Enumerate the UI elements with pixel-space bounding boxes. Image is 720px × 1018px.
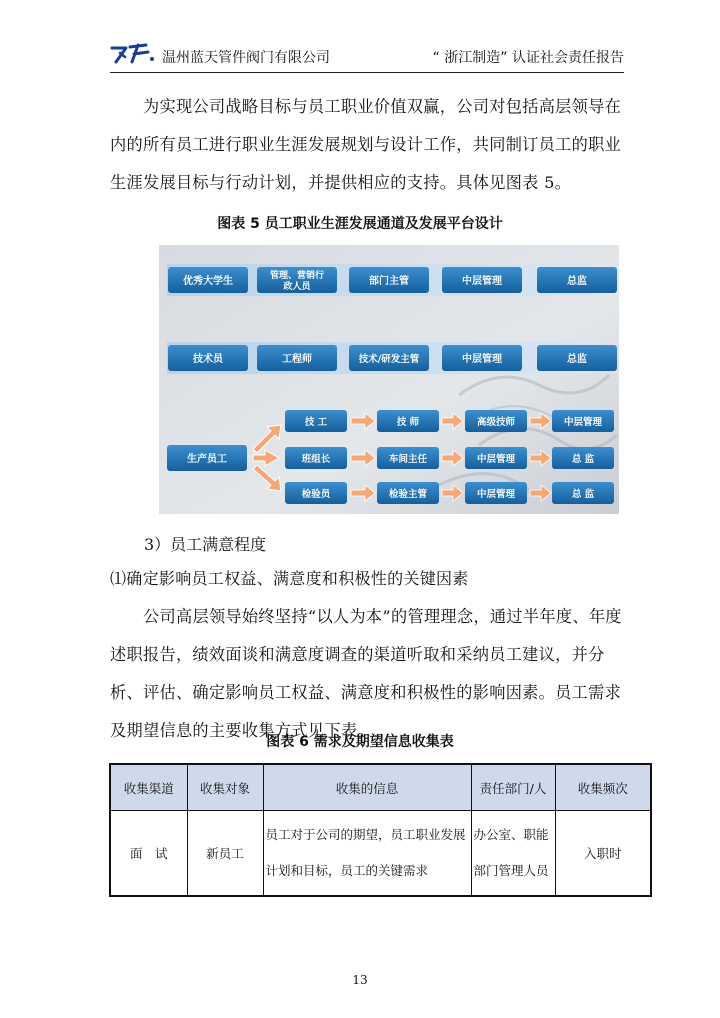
cell-frequency: 入职时 bbox=[555, 811, 651, 897]
figure5-caption: 图表 5 员工职业生涯发展通道及发展平台设计 bbox=[217, 216, 503, 232]
branch-b-label-4: 总 监 bbox=[571, 454, 595, 465]
row2-label-middle-mgmt: 中层管理 bbox=[462, 354, 502, 365]
cell-channel: 面 试 bbox=[110, 811, 187, 897]
cell-target: 新员工 bbox=[187, 811, 263, 897]
header-channel: 收集渠道 bbox=[110, 764, 187, 811]
report-title: “ 浙江制造” 认证社会责任报告 bbox=[432, 50, 624, 66]
paragraph-satisfaction: 公司高层领导始终坚持“以人为本”的管理理念，通过半年度、年度述职报告，绩效面谈和满意度调查的渠道听取和采纳员工建议，并分析、评估、确定影响员工权益、满意度和积极性的影响因素。员工需求及期望信息的主要收集方式见下表。 bbox=[110, 607, 622, 740]
row1-label-graduate: 优秀大学生 bbox=[183, 276, 233, 287]
branch-c-label-4: 总 监 bbox=[571, 489, 595, 500]
subsection-heading: ⑴确定影响员工权益、满意度和积极性的关键因素 bbox=[110, 569, 469, 588]
table6-caption: 图表 6 需求及期望信息收集表 bbox=[266, 734, 454, 750]
branch-c-label-3: 中层管理 bbox=[476, 489, 516, 500]
branch-b-label-3: 中层管理 bbox=[476, 454, 516, 465]
table-header-row bbox=[110, 764, 651, 811]
header-divider bbox=[110, 72, 624, 73]
info-collection-table bbox=[109, 763, 652, 897]
row1-label-admin-1: 管理、营销行 bbox=[269, 271, 325, 281]
header-info: 收集的信息 bbox=[263, 764, 471, 811]
section-heading: 3）员工满意程度 bbox=[144, 535, 267, 554]
row1-label-middle-mgmt: 中层管理 bbox=[462, 276, 502, 287]
branch-a-label-2: 技 师 bbox=[396, 417, 420, 428]
start-label-production: 生产员工 bbox=[187, 454, 227, 465]
row2-label-rd-head: 技术/研发主管 bbox=[358, 354, 420, 365]
branch-a-label-4: 中层管理 bbox=[563, 417, 603, 428]
cell-dept: 办公室、职能部门管理人员 bbox=[471, 811, 555, 897]
branch-b-label-1: 班组长 bbox=[301, 454, 331, 465]
row1-label-admin-2: 政人员 bbox=[283, 282, 311, 292]
career-path-diagram bbox=[159, 245, 619, 514]
branch-b-label-2: 车间主任 bbox=[388, 454, 428, 465]
row2-label-engineer: 工程师 bbox=[282, 354, 312, 365]
row2-label-director: 总监 bbox=[567, 354, 587, 365]
header-dept: 责任部门/人 bbox=[471, 764, 555, 811]
header-frequency: 收集频次 bbox=[555, 764, 651, 811]
row1-label-director: 总监 bbox=[567, 276, 587, 287]
paragraph-intro: 为实现公司战略目标与员工职业价值双赢，公司对包括高层领导在内的所有员工进行职业生涯发展规划与设计工作，共同制订员工的职业生涯发展目标与行动计划，并提供相应的支持。具体见图表 5。 bbox=[110, 97, 622, 192]
branch-c-label-1: 检验员 bbox=[301, 489, 331, 500]
header-target: 收集对象 bbox=[187, 764, 263, 811]
branch-c-label-2: 检验主管 bbox=[388, 489, 428, 500]
table-row bbox=[110, 811, 651, 897]
company-logo bbox=[110, 42, 156, 66]
cell-info: 员工对于公司的期望，员工职业发展计划和目标，员工的关键需求 bbox=[263, 811, 471, 897]
branch-a-label-1: 技 工 bbox=[304, 417, 328, 428]
branch-a-label-3: 高级技师 bbox=[476, 417, 516, 428]
row2-label-technician: 技术员 bbox=[193, 354, 223, 365]
company-name: 温州蓝天管件阀门有限公司 bbox=[162, 50, 330, 66]
row1-label-dept-head: 部门主管 bbox=[369, 276, 409, 287]
page-header bbox=[110, 42, 624, 70]
page-number: 13 bbox=[352, 973, 368, 987]
